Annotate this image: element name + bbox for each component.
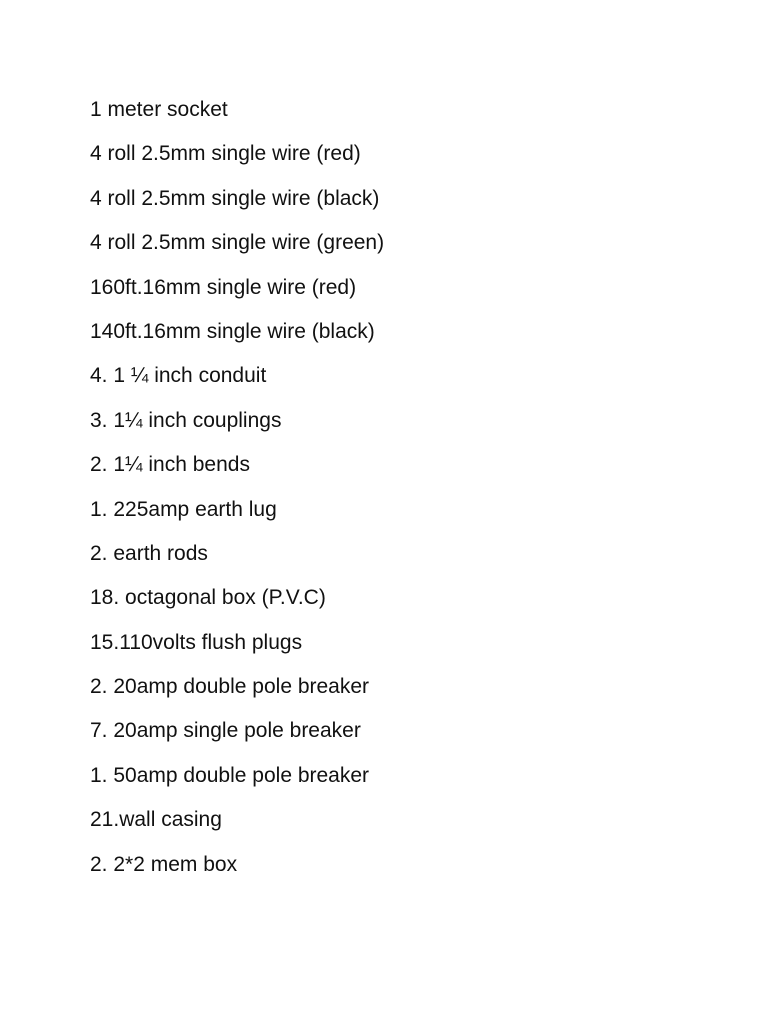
list-item: 3. 1¼ inch couplings: [90, 408, 282, 432]
list-item: 2. earth rods: [90, 541, 208, 565]
materials-list: [90, 94, 384, 893]
list-item: 21.wall casing: [90, 808, 222, 832]
list-item: 2. 2*2 mem box: [90, 852, 238, 876]
list-item: 4 roll 2.5mm single wire (red): [90, 142, 361, 166]
list-item: 4. 1 ¼ inch conduit: [90, 364, 267, 388]
list-item: 140ft.16mm single wire (black): [90, 319, 375, 343]
list-item: 2. 20amp double pole breaker: [90, 675, 370, 699]
list-item: 18. octagonal box (P.V.C): [90, 586, 326, 610]
list-item: 4 roll 2.5mm single wire (black): [90, 186, 380, 210]
list-item: 15.110volts flush plugs: [90, 630, 303, 654]
list-item: 1. 225amp earth lug: [90, 497, 277, 521]
list-item: 160ft.16mm single wire (red): [90, 275, 357, 299]
list-item: 1 meter socket: [90, 98, 228, 121]
list-item: 7. 20amp single pole breaker: [90, 719, 361, 743]
list-item: 1. 50amp double pole breaker: [90, 763, 370, 787]
list-item: 4 roll 2.5mm single wire (green): [90, 231, 385, 255]
list-item: 2. 1¼ inch bends: [90, 453, 250, 477]
